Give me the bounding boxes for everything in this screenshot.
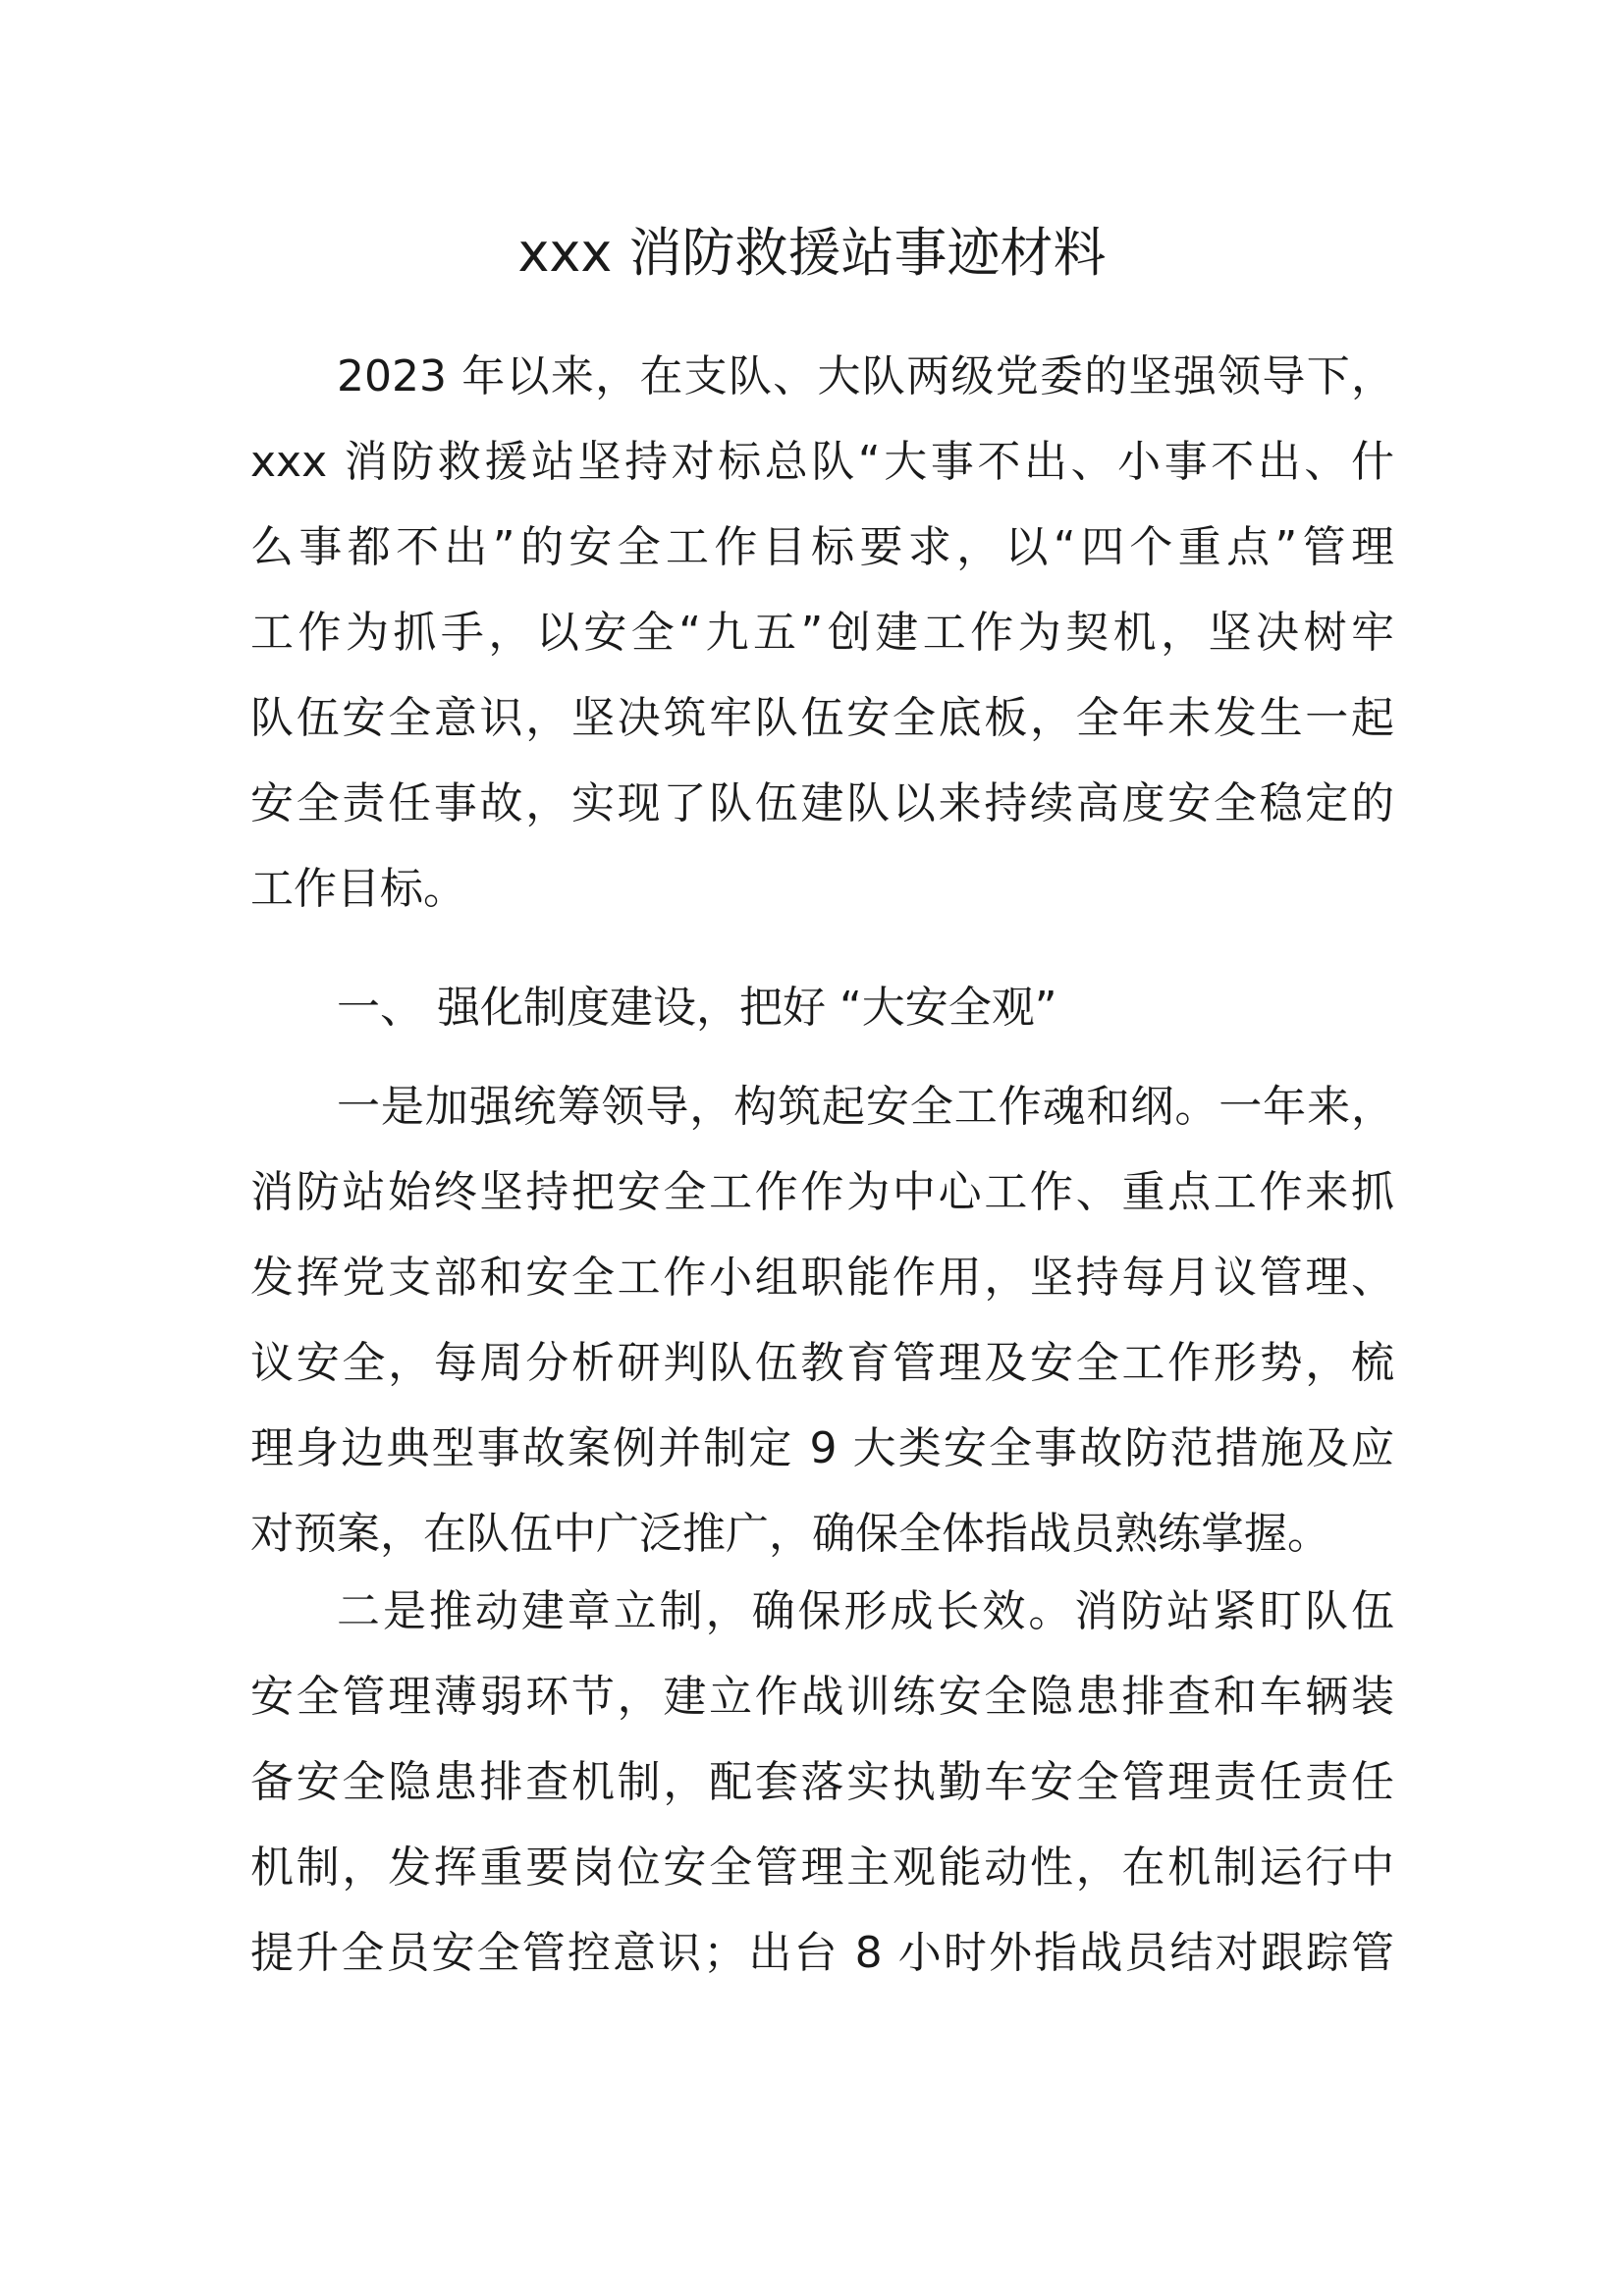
paragraph-line: 二是推动建章立制，确保形成长效。消防站紧盯队伍 — [337, 1586, 1394, 1636]
paragraph-line: 理身边典型事故案例并制定 9 大类安全事故防范措施及应 — [250, 1423, 1394, 1473]
paragraph-line: 安全管理薄弱环节，建立作战训练安全隐患排查和车辆装 — [250, 1672, 1394, 1722]
section-heading-1 — [250, 965, 1394, 1050]
paragraph-line: 机制，发挥重要岗位安全管理主观能动性，在机制运行中 — [250, 1842, 1394, 1893]
paragraph-line: 发挥党支部和安全工作小组职能作用，坚持每月议管理、 — [250, 1253, 1394, 1303]
paragraph-line: 议安全，每周分析研判队伍教育管理及安全工作形势，梳 — [250, 1338, 1394, 1388]
paragraph-1 — [250, 334, 1394, 932]
paragraph-line: 么事都不出”的安全工作目标要求，以“四个重点”管理 — [250, 522, 1394, 572]
section-heading-text: 一、 强化制度建设，把好 “大安全观” — [337, 983, 1057, 1033]
paragraph-line: 2023 年以来，在支队、大队两级党委的坚强领导下， — [337, 351, 1394, 401]
paragraph-line: 队伍安全意识，坚决筑牢队伍安全底板，全年未发生一起 — [250, 693, 1394, 743]
paragraph-2 — [250, 1064, 1394, 1576]
paragraph-line: 消防站始终坚持把安全工作作为中心工作、重点工作来抓 — [250, 1167, 1394, 1217]
document-title: xxx 消防救援站事迹材料 — [517, 222, 1107, 284]
paragraph-3 — [250, 1569, 1394, 1996]
paragraph-line: 工作目标。 — [250, 864, 466, 914]
paragraph-line: 备安全隐患排查机制，配套落实执勤车安全管理责任责任 — [250, 1757, 1394, 1807]
paragraph-line: 工作为抓手，以安全“九五”创建工作为契机，坚决树牢 — [250, 608, 1394, 658]
paragraph-line: 安全责任事故，实现了队伍建队以来持续高度安全稳定的 — [250, 778, 1394, 828]
paragraph-line: xxx 消防救援站坚持对标总队“大事不出、小事不出、什 — [250, 437, 1394, 487]
paragraph-line: 一是加强统筹领导，构筑起安全工作魂和纲。一年来， — [337, 1082, 1394, 1132]
paragraph-line: 对预案，在队伍中广泛推广，确保全体指战员熟练掌握。 — [250, 1509, 1330, 1559]
paragraph-line: 提升全员安全管控意识；出台 8 小时外指战员结对跟踪管 — [250, 1928, 1394, 1978]
